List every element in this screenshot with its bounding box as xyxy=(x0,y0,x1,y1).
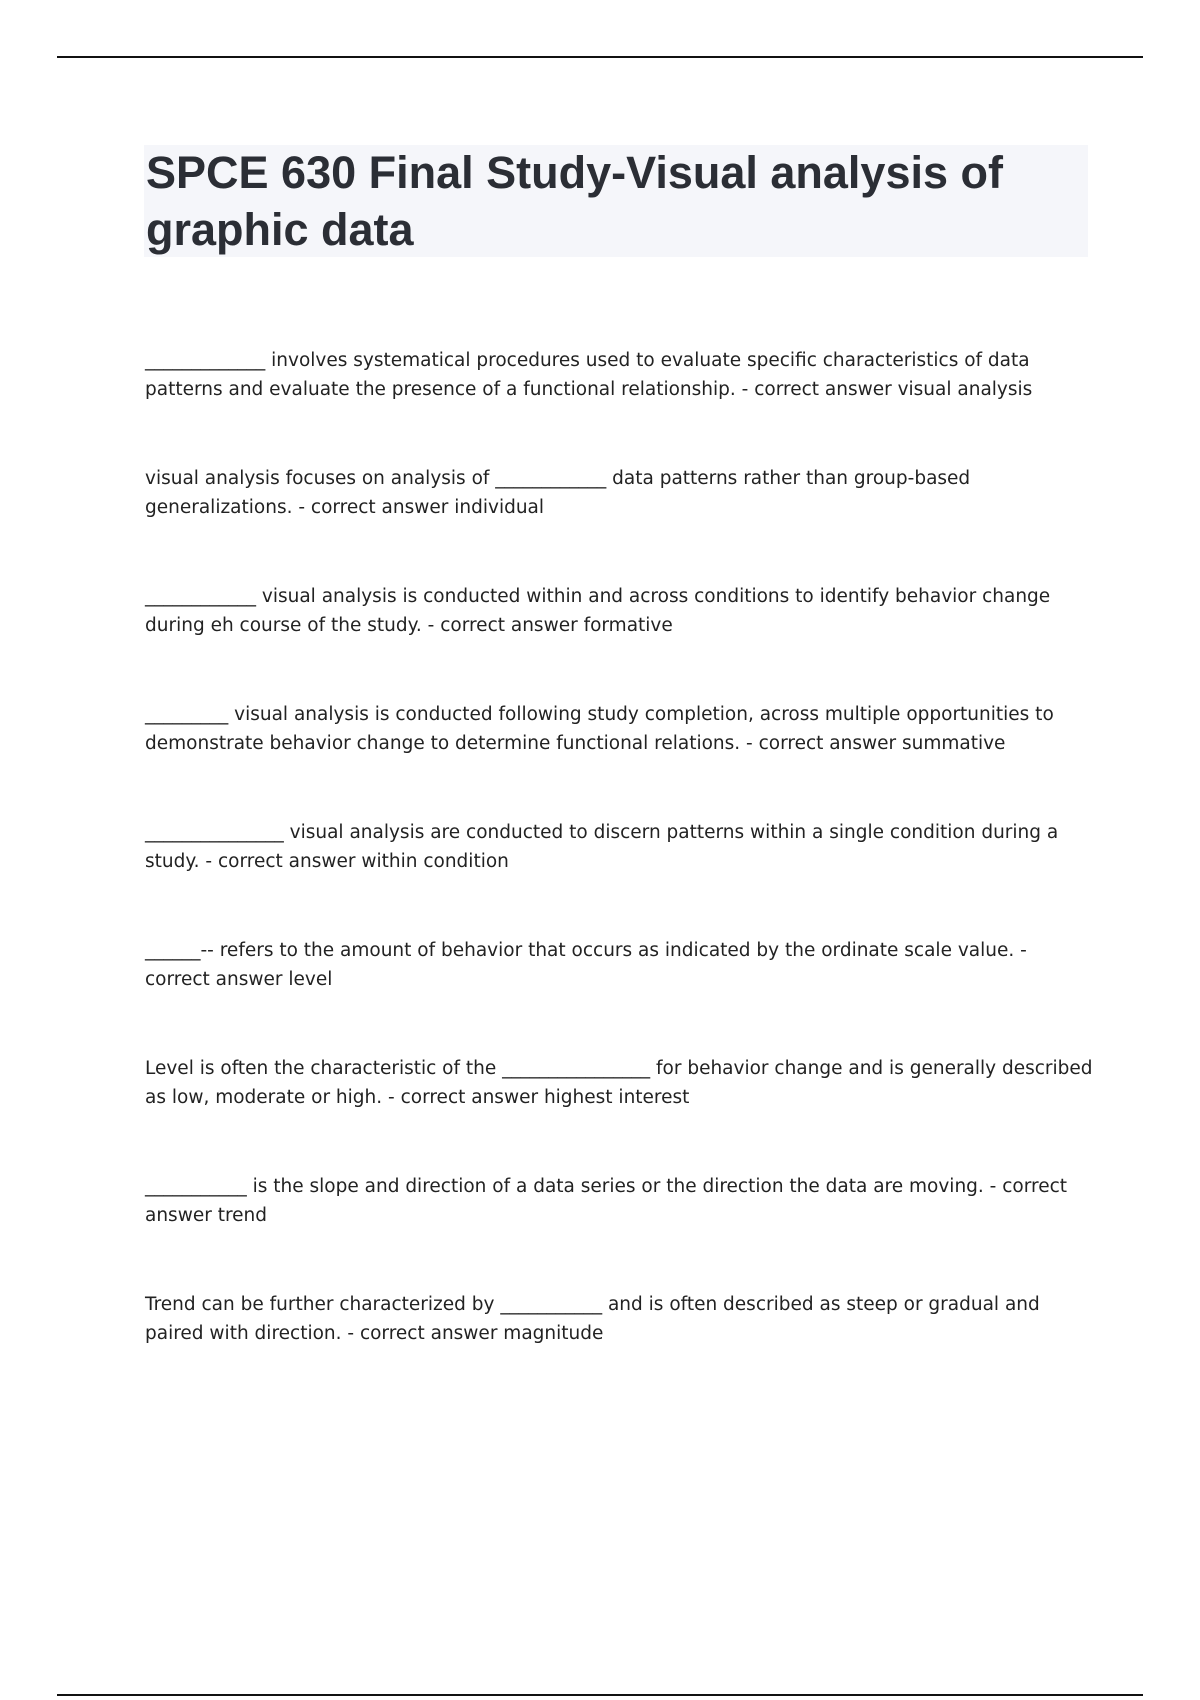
page-title: SPCE 630 Final Study-Visual analysis of graphic data xyxy=(146,147,1003,255)
flashcard-item: Trend can be further characterized by ___________ and is often described as steep or gradual and paired with direction. - correct answer magnitude xyxy=(145,1294,1040,1344)
top-rule xyxy=(57,56,1143,58)
bottom-rule xyxy=(57,1694,1143,1696)
flashcard-item: _________ visual analysis is conducted following study completion, across multiple opportunities to demonstrate behavior change to determine functional relations. - correct answer summative xyxy=(145,704,1054,754)
flashcard-item: _____________ involves systematical procedures used to evaluate specific characteristics of data patterns and evaluate the presence of a functional relationship. - correct answer visual analysis xyxy=(145,350,1033,400)
flashcard-list xyxy=(145,346,1095,1408)
flashcard-item: visual analysis focuses on analysis of ____________ data patterns rather than group-based generalizations. - correct answer individual xyxy=(145,468,971,518)
flashcard-item: ___________ is the slope and direction of a data series or the direction the data are moving. - correct answer trend xyxy=(145,1176,1068,1226)
flashcard-item: Level is often the characteristic of the ________________ for behavior change and is generally described as low, moderate or high. - correct answer highest interest xyxy=(145,1058,1093,1108)
flashcard-item: ______-- refers to the amount of behavior that occurs as indicated by the ordinate scale value. - correct answer level xyxy=(145,940,1027,990)
flashcard-item: ____________ visual analysis is conducted within and across conditions to identify behavior change during eh course of the study. - correct answer formative xyxy=(145,586,1051,636)
flashcard-item: _______________ visual analysis are conducted to discern patterns within a single condition during a study. - correct answer within condition xyxy=(145,822,1059,872)
